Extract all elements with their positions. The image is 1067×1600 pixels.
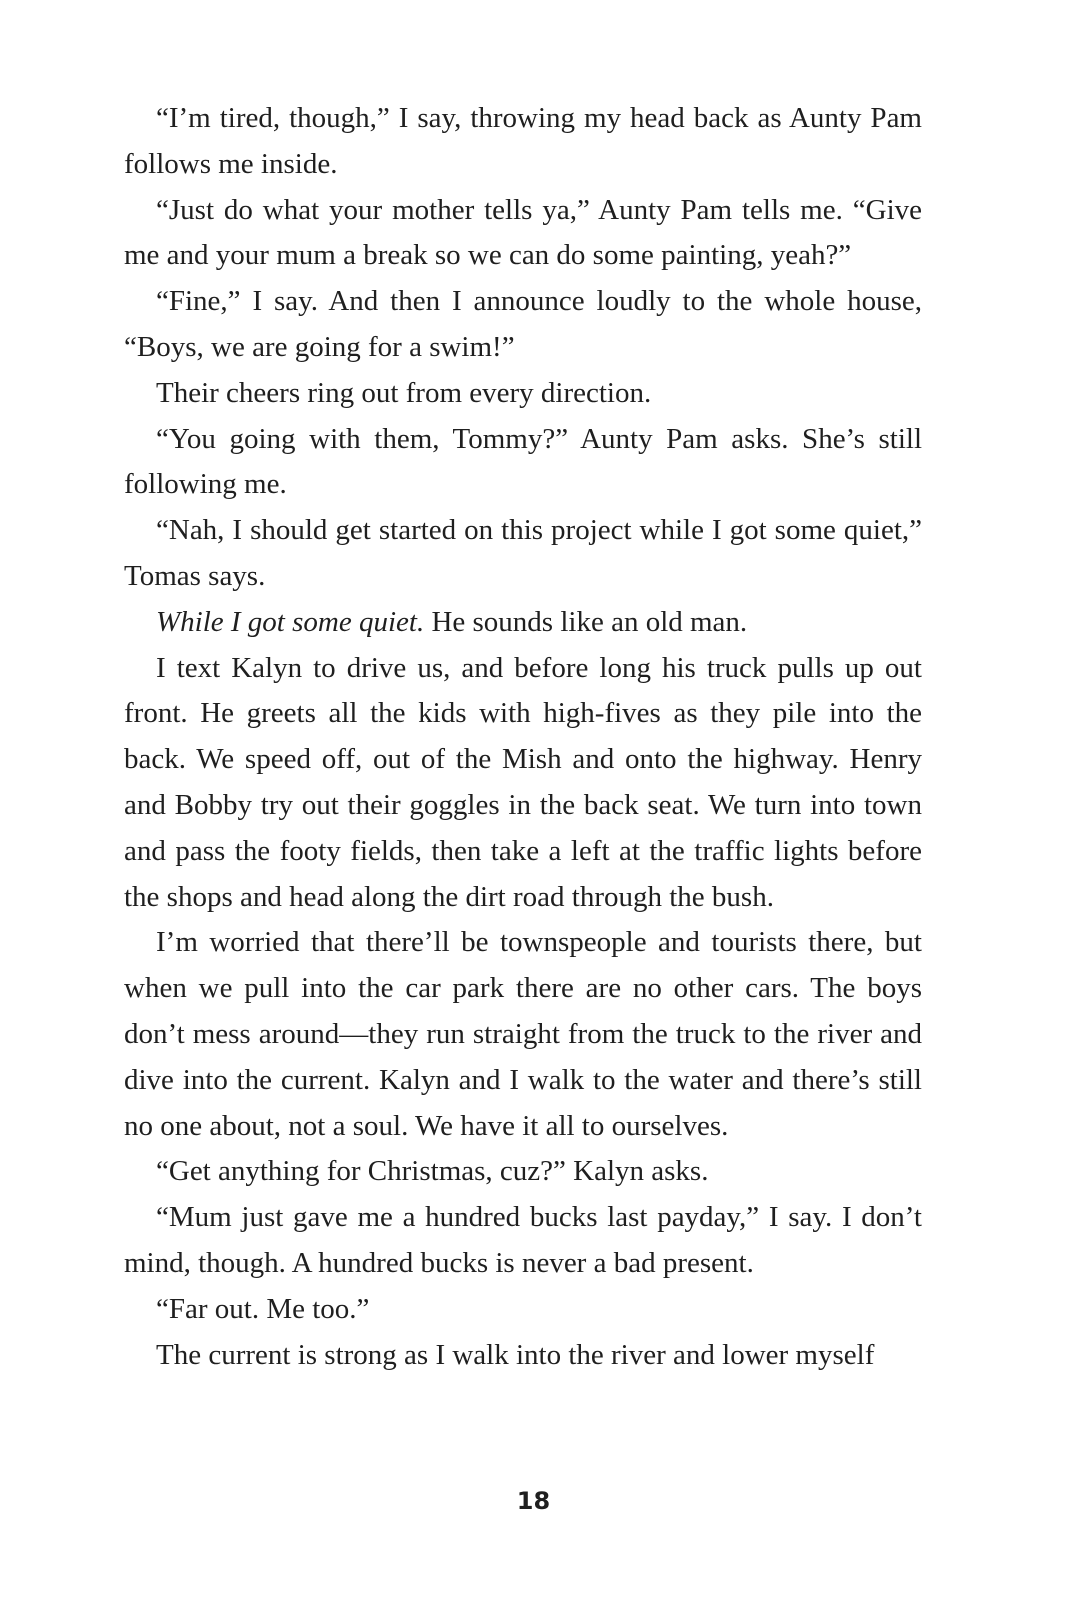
paragraph: Their cheers ring out from every direction. — [156, 376, 652, 409]
paragraph: “Fine,” I say. And then I announce loudly to the whole house, “Boys, we are going for a swim!” — [124, 285, 922, 363]
paragraph: I text Kalyn to drive us, and before long his truck pulls up out front. He greets all the kids with high-fives as they pile into the back. We speed off, out of the Mish and onto the highway. Henry and Bobby try out their goggles in the back seat. We turn into town and pass the footy fields, then take a left at the traffic lights before the shops and head along the dirt road through the bush. — [124, 651, 922, 913]
paragraph: “I’m tired, though,” I say, throwing my head back as Aunty Pam follows me inside. — [124, 102, 922, 180]
body-text — [124, 96, 922, 1378]
paragraph: I’m worried that there’ll be townspeople and tourists there, but when we pull into the car park there are no other cars. The boys don’t mess around—they run straight from the truck to the river and dive into the current. Kalyn and I walk to the water and there’s still no one about, not a soul. We have it all to ourselves. — [124, 926, 922, 1142]
paragraph: “Get anything for Christmas, cuz?” Kalyn asks. — [156, 1155, 709, 1188]
paragraph-remainder: He sounds like an old man. — [424, 605, 748, 638]
paragraph: “Just do what your mother tells ya,” Aunty Pam tells me. “Give me and your mum a break so we can do some painting, yeah?” — [124, 193, 922, 272]
paragraph: “You going with them, Tommy?” Aunty Pam asks. She’s still following me. — [124, 422, 922, 501]
italic-phrase: While I got some quiet. — [156, 605, 425, 638]
paragraph: “Nah, I should get started on this project while I got some quiet,” Tomas says. — [124, 514, 922, 592]
paragraph-continued: The current is strong as I walk into the river and lower myself — [156, 1338, 875, 1371]
paragraph: “Mum just gave me a hundred bucks last payday,” I say. I don’t mind, though. A hundred bucks is never a bad present. — [124, 1201, 922, 1279]
paragraph-italic-lead — [124, 600, 922, 646]
paragraph: “Far out. Me too.” — [156, 1292, 370, 1325]
page-number: 18 — [516, 1487, 551, 1515]
